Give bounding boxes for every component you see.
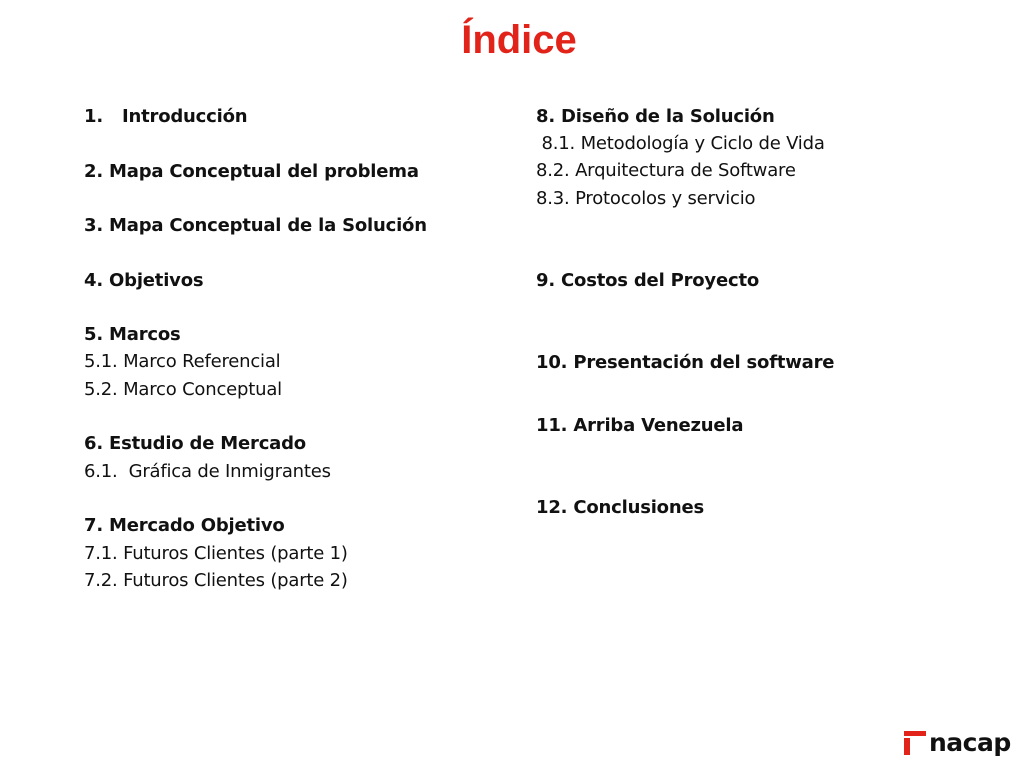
toc-item-6-1: 6.1. Gráfica de Inmigrantes	[84, 461, 331, 482]
toc-item-5-2: 5.2. Marco Conceptual	[84, 379, 282, 400]
toc-item-4: 4. Objetivos	[84, 270, 204, 291]
page-title: Índice	[461, 18, 577, 62]
toc-item-3: 3. Mapa Conceptual de la Solución	[84, 215, 427, 236]
toc-item-9: 9. Costos del Proyecto	[536, 270, 760, 291]
toc-item-7-2: 7.2. Futuros Clientes (parte 2)	[84, 570, 348, 591]
toc-item-1	[84, 105, 247, 129]
toc-item-7-1: 7.1. Futuros Clientes (parte 1)	[84, 543, 348, 564]
toc-item-6: 6. Estudio de Mercado	[84, 433, 306, 454]
toc-item-8: 8. Diseño de la Solución	[536, 106, 775, 127]
toc-item-7: 7. Mercado Objetivo	[84, 515, 285, 536]
toc-item-12: 12. Conclusiones	[536, 497, 704, 518]
toc-item-8-1: 8.1. Metodología y Ciclo de Vida	[536, 133, 825, 154]
toc-item-5-1: 5.1. Marco Referencial	[84, 351, 281, 372]
toc-item-2: 2. Mapa Conceptual del problema	[84, 161, 419, 182]
inacap-logo-mark-icon	[904, 731, 926, 755]
toc-item-1-number: 1.	[84, 106, 103, 127]
toc-item-5: 5. Marcos	[84, 324, 181, 345]
toc-item-11: 11. Arriba Venezuela	[536, 415, 744, 436]
toc-item-8-3: 8.3. Protocolos y servicio	[536, 188, 756, 209]
toc-item-10: 10. Presentación del software	[536, 352, 835, 373]
toc-item-1-label: Introducción	[122, 106, 248, 127]
inacap-logo	[904, 728, 1011, 758]
toc-item-8-2: 8.2. Arquitectura de Software	[536, 160, 796, 181]
inacap-logo-text: nacap	[929, 728, 1011, 757]
